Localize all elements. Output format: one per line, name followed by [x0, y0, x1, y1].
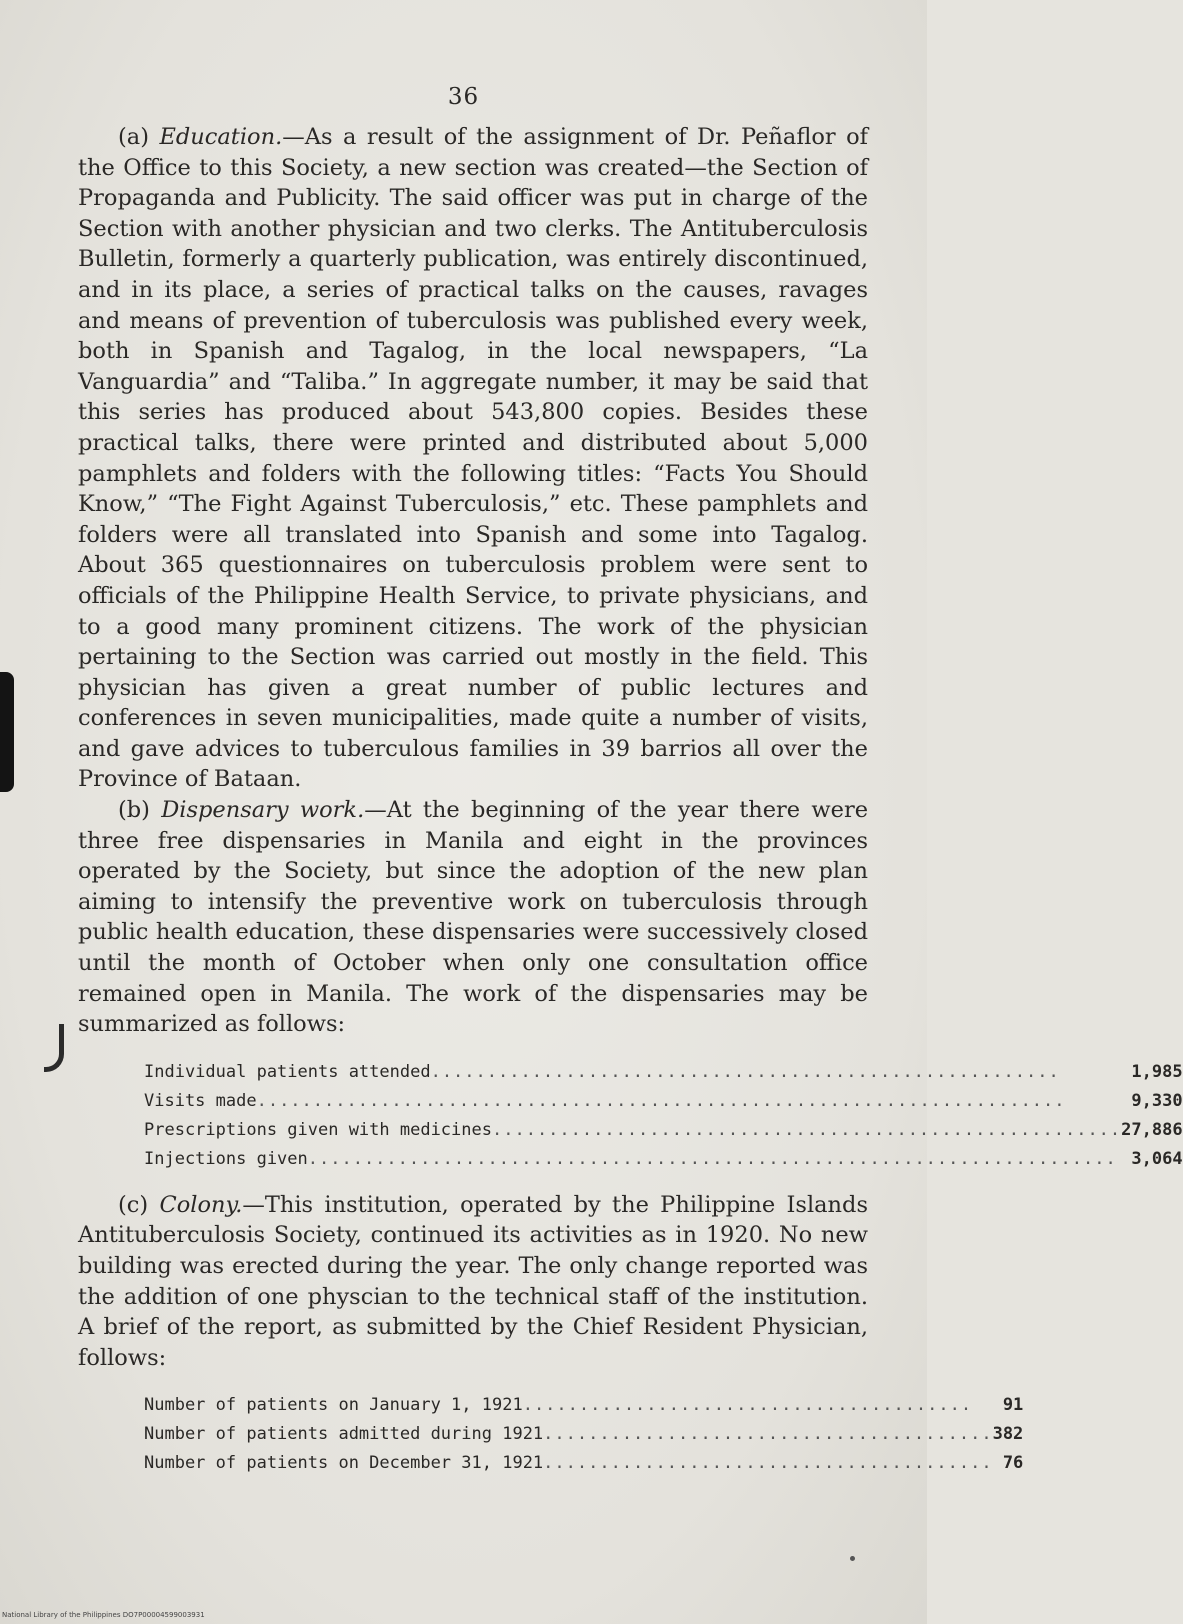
ink-speck [850, 1556, 855, 1561]
row-value: 27,886 [1121, 1119, 1183, 1140]
section-heading-colony: Colony. [159, 1191, 243, 1218]
section-heading-education: Education. [159, 124, 283, 150]
row-value: 91 [1002, 1395, 1024, 1416]
report-body [78, 122, 1183, 1494]
table-row: Number of patients admitted during 1921........................................ 382 [144, 1420, 1023, 1449]
row-value: 9,330 [1131, 1090, 1183, 1111]
row-value: 3,064 [1131, 1148, 1183, 1169]
paragraph-education-text: —As a result of the assignment of Dr. Peñaflor of the Office to this Society, a new section was created—the Section of Propaganda and Publicity. The said officer was put in charge of the Section with another physician and two clerks. The Antituberculosis Bulletin, formerly a quarterly publication, was entirely discontinued, and in its place, a series of practical talks on the causes, ravages and means of prevention of tuberculosis was published every week, both in Spanish and Tagalog, in the local newspapers, “La Vanguardia” and “Taliba.” In aggregate number, it may be said that this series has produced about 543,800 copies. Besides these practical talks, there were printed and distributed about 5,000 pamphlets and folders with the following titles: “Facts You Should Know,” “The Fight Against Tuberculosis,” etc. These pamphlets and folders were all translated into Spanish and some into Tagalog. About 365 questionnaires on tuberculosis problem were sent to officials of the Philippine Health Service, to private physicians, and to a good many prominent citizens. The work of the physician pertaining to the Section was carried out mostly in the field. This physician has given a great number of public lectures and conferences in seven municipalities, made quite a number of visits, and gave advices to tuberculous families in 39 barrios all over the Province of Bataan. [78, 124, 868, 793]
table-row: Visits made........................................................................ 9,330 [144, 1087, 1183, 1116]
table-row: Number of patients on January 1, 1921........................................ 91 [144, 1391, 1023, 1420]
section-marker-b: (b) [118, 797, 150, 824]
table-row: Prescriptions given with medicines........................................................ 27,886 [144, 1116, 1183, 1145]
row-label: Number of patients on December 31, 1921 [144, 1453, 544, 1474]
row-label: Visits made [144, 1090, 257, 1111]
row-value: 382 [992, 1424, 1024, 1445]
paragraph-colony [78, 1190, 868, 1374]
paragraph-dispensary-work [78, 795, 868, 1040]
table-row: Injections given........................................................................ 3,064 [144, 1145, 1183, 1174]
section-marker-a: (a) [118, 124, 149, 150]
row-label: Number of patients on January 1, 1921 [144, 1395, 523, 1416]
paragraph-colony-text: —This institution, operated by the Philippine Islands Antituberculosis Society, continued its activities as in 1920. No new building was erected during the year. The only change reported was the addition of one physcian to the technical staff of the institution. A brief of the report, as submitted by the Chief Resident Physician, follows: [78, 1191, 868, 1371]
row-value: 76 [1002, 1453, 1024, 1474]
table-row: Individual patients attended........................................................ 1,985 [144, 1058, 1183, 1087]
paragraph-education [78, 122, 868, 795]
table-row: Number of patients on December 31, 1921........................................ 76 [144, 1449, 1023, 1478]
row-label: Individual patients attended [144, 1061, 431, 1082]
row-value: 1,985 [1131, 1061, 1183, 1082]
row-label: Prescriptions given with medicines [144, 1119, 492, 1140]
row-label: Injections given [144, 1148, 308, 1169]
margin-ink-mark [44, 1024, 64, 1072]
page-number: 36 [447, 84, 480, 110]
archive-stamp: National Library of the Philippines DO7P00004599003931 [2, 1611, 205, 1619]
section-marker-c: (c) [118, 1191, 149, 1218]
dispensary-summary-table [144, 1058, 1183, 1174]
row-label: Number of patients admitted during 1921 [144, 1424, 544, 1445]
section-heading-dispensary-work: Dispensary work. [161, 797, 365, 824]
binding-edge-mark [0, 672, 14, 792]
colony-patients-table [144, 1391, 1023, 1478]
paragraph-dispensary-work-text: —At the beginning of the year there were three free dispensaries in Manila and eight in the provinces operated by the Society, but since the adoption of the new plan aiming to intensify the preventive work on tuberculosis through public health education, these dispensaries were successively closed until the month of October when only one consultation office remained open in Manila. The work of the dispensaries may be summarized as follows: [78, 797, 869, 1038]
